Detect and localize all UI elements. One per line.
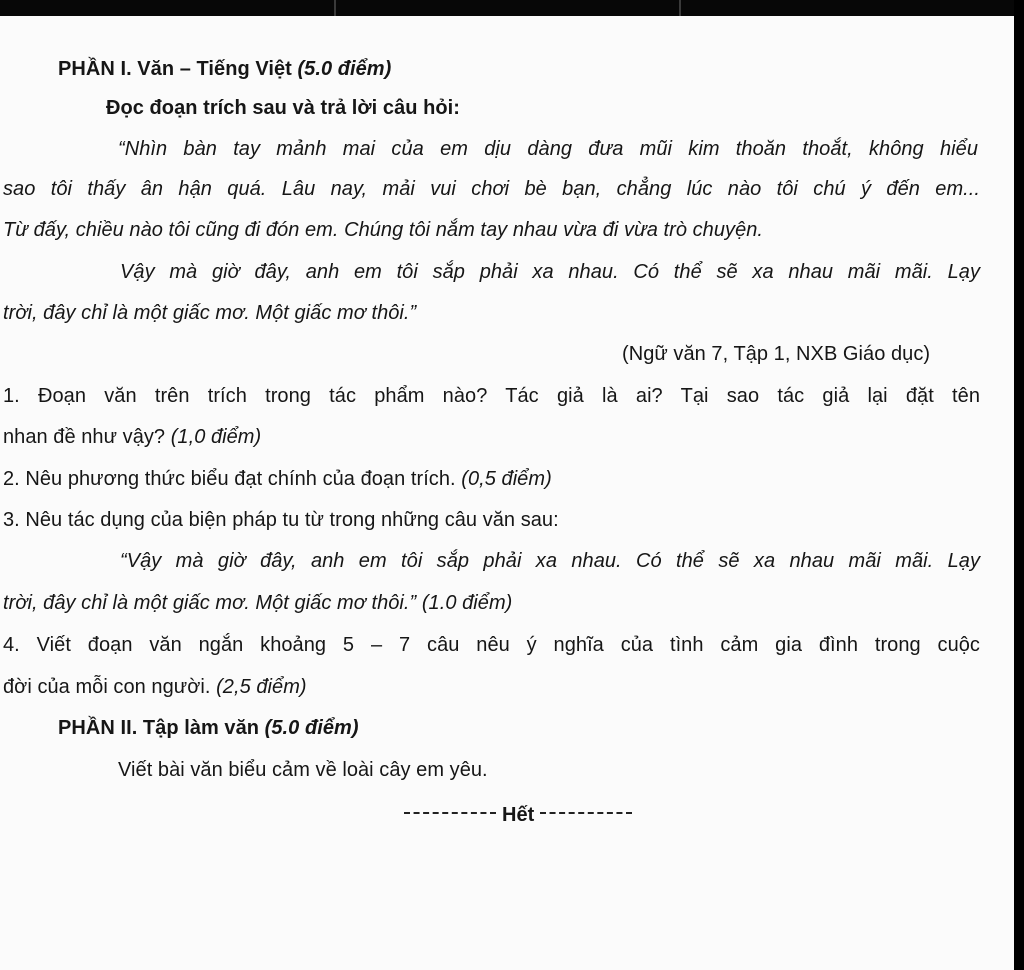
- reading-instruction: Đọc đoạn trích sau và trả lời câu hỏi:: [106, 97, 460, 119]
- question-1-score: (1,0 điểm): [170, 426, 262, 448]
- top-bar-divider: [334, 0, 336, 16]
- question-1-line-2: [3, 424, 261, 450]
- question-2-text: 2. Nêu phương thức biểu đạt chính của đoạn trích.: [3, 468, 456, 490]
- right-black-edge: [1014, 0, 1024, 970]
- passage-source: (Ngữ văn 7, Tập 1, NXB Giáo dục): [622, 343, 931, 365]
- question-4-score: (2,5 điểm): [216, 676, 307, 698]
- question-4-line-2: [3, 674, 307, 700]
- part1-heading-line: [58, 56, 391, 82]
- question-3-quote-line-2: trời, đây chỉ là một giấc mơ. Một giấc mơ thôi.” (1.0 điểm): [3, 592, 513, 614]
- passage-line-3: Từ đấy, chiều nào tôi cũng đi đón em. Chúng tôi nắm tay nhau vừa đi vừa trò chuyện.: [3, 219, 764, 241]
- question-1-text: nhan đề như vậy?: [3, 426, 166, 448]
- top-bar-divider: [679, 0, 681, 16]
- part2-score: (5.0 điểm): [264, 717, 359, 739]
- question-1-line-1: 1. Đoạn văn trên trích trong tác phẩm nào? Tác giả là ai? Tại sao tác giả lại đặt tên: [3, 385, 980, 407]
- passage-line-5: trời, đây chỉ là một giấc mơ. Một giấc mơ thôi.”: [3, 302, 417, 324]
- part1-heading: PHẦN I. Văn – Tiếng Việt: [58, 58, 292, 80]
- question-4-text: đời của mỗi con người.: [3, 676, 211, 698]
- passage-line-4: Vậy mà giờ đây, anh em tôi sắp phải xa nhau. Có thể sẽ xa nhau mãi mãi. Lạy: [120, 261, 980, 283]
- top-black-bar: [0, 0, 1024, 16]
- end-dash-right: [540, 812, 632, 814]
- part1-score: (5.0 điểm): [297, 58, 392, 80]
- passage-line-2: sao tôi thấy ân hận quá. Lâu nay, mải vui chơi bè bạn, chẳng lúc nào tôi chú ý đến em...: [3, 178, 980, 200]
- question-3-quote-line-1: “Vậy mà giờ đây, anh em tôi sắp phải xa nhau. Có thể sẽ xa nhau mãi mãi. Lạy: [120, 550, 980, 572]
- passage-line-1: “Nhìn bàn tay mảnh mai của em dịu dàng đưa mũi kim thoăn thoắt, không hiểu: [118, 138, 978, 160]
- part2-heading: PHẦN II. Tập làm văn: [58, 717, 260, 739]
- question-3-text: 3. Nêu tác dụng của biện pháp tu từ trong những câu văn sau:: [3, 509, 559, 531]
- end-dash-left: [404, 812, 496, 814]
- end-label: Hết: [502, 804, 535, 826]
- question-2: [3, 466, 552, 492]
- question-4-line-1: 4. Viết đoạn văn ngắn khoảng 5 – 7 câu nêu ý nghĩa của tình cảm gia đình trong cuộc: [3, 634, 980, 656]
- part2-heading-line: [58, 715, 359, 741]
- exam-paper: [0, 16, 1014, 970]
- end-marker: [398, 802, 638, 828]
- part2-task: Viết bài văn biểu cảm về loài cây em yêu.: [118, 759, 488, 781]
- question-2-score: (0,5 điểm): [461, 468, 552, 490]
